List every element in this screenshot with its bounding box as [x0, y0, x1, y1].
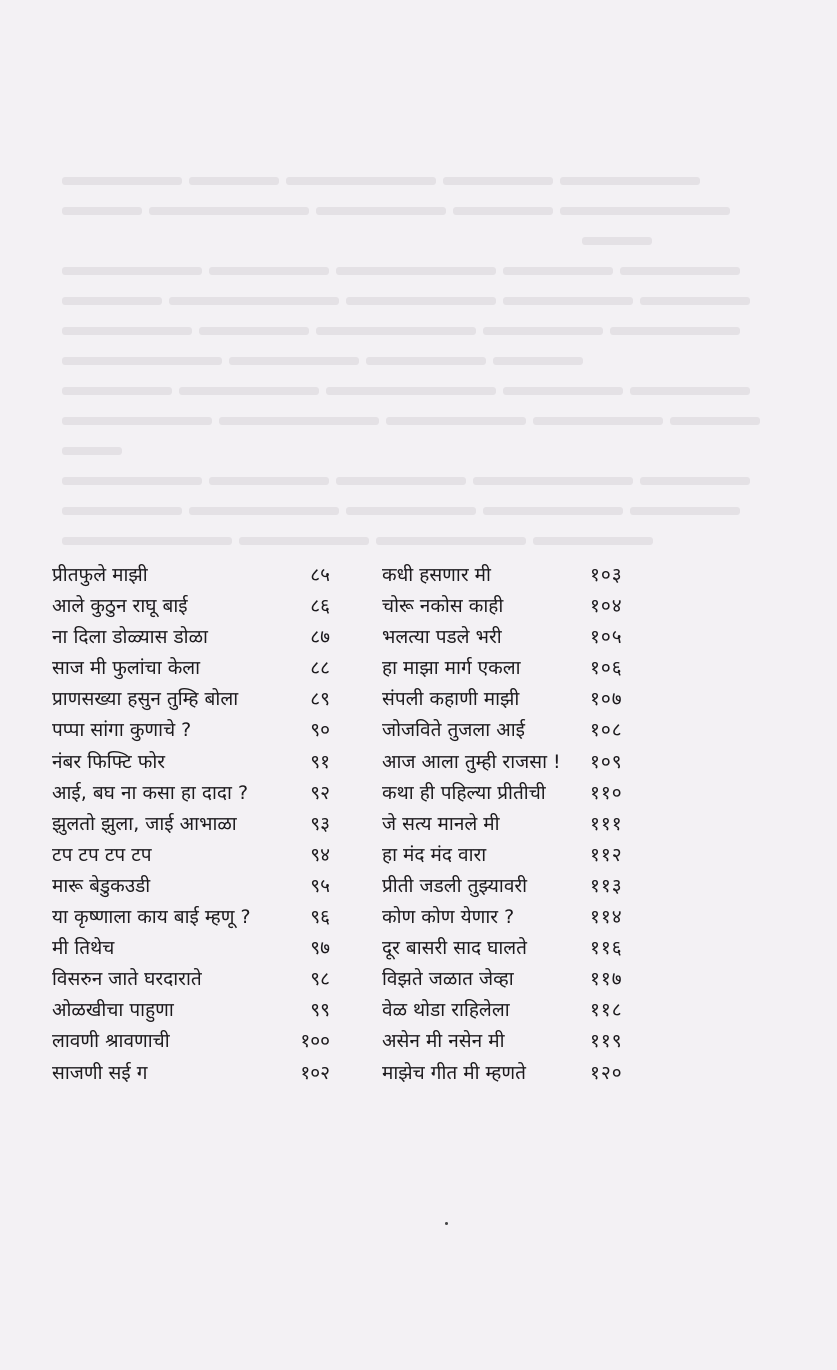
toc-row: [52, 560, 702, 591]
toc-page-right: ११३: [590, 874, 623, 897]
toc-page-left: ८७: [310, 626, 330, 649]
toc-page-right: १०४: [590, 595, 623, 618]
toc-page-right: १११: [590, 812, 623, 835]
toc-page-right: ११८: [590, 999, 623, 1022]
toc-page-right: १०७: [590, 688, 623, 711]
toc-title-right: कथा ही पहिल्या प्रीतीची: [382, 781, 546, 804]
toc-title-left: या कृष्णाला काय बाई म्हणू ?: [52, 906, 251, 929]
toc-title-left: प्रीतफुले माझी: [52, 564, 148, 586]
toc-title-left: मारू बेडुकउडी: [52, 874, 151, 897]
toc-row: [52, 1026, 702, 1057]
toc-row: [52, 995, 702, 1026]
toc-page-right: ११२: [590, 843, 623, 866]
toc-page-right: ११०: [590, 781, 623, 804]
toc-row: [52, 653, 702, 684]
toc-page-right: १०३: [590, 564, 623, 586]
toc-page-left: ९२: [310, 781, 330, 804]
toc-row: [52, 933, 702, 964]
toc-title-right: हा मंद मंद वारा: [382, 843, 487, 866]
toc-row: [52, 840, 702, 871]
toc-page-right: १२०: [590, 1061, 623, 1084]
toc-title-right: विझते जळात जेव्हा: [382, 968, 514, 991]
toc-title-left: प्राणसख्या हसुन तुम्हि बोला: [52, 688, 239, 711]
toc-title-right: कधी हसणार मी: [382, 564, 491, 586]
toc-page-right: ११६: [590, 937, 623, 960]
toc-title-right: भलत्या पडले भरी: [382, 626, 502, 649]
toc-title-left: पप्पा सांगा कुणाचे ?: [52, 719, 192, 742]
toc-page-left: ९३: [310, 812, 330, 835]
toc-page-right: १०५: [590, 626, 623, 649]
toc-title-left: ओळखीचा पाहुणा: [52, 999, 174, 1022]
toc-page-right: १०६: [590, 657, 623, 680]
toc-title-left: नंबर फिफ्टि फोर: [52, 750, 166, 773]
toc-page-left: ८६: [310, 595, 330, 618]
toc-title-left: आले कुठुन राघू बाई: [52, 595, 188, 618]
toc-title-right: वेळ थोडा राहिलेला: [382, 999, 510, 1022]
toc-row: [52, 809, 702, 840]
toc-title-right: संपली कहाणी माझी: [382, 688, 520, 711]
toc-page-left: ९७: [310, 937, 330, 960]
toc-title-right: प्रीती जडली तुझ्यावरी: [382, 874, 528, 897]
table-of-contents: [52, 560, 702, 1089]
toc-title-right: असेन मी नसेन मी: [382, 1030, 505, 1053]
toc-page-left: ८५: [310, 564, 330, 586]
toc-page-left: ९९: [310, 999, 330, 1022]
toc-title-left: विसरुन जाते घरदाराते: [52, 968, 202, 991]
toc-page-left: ९५: [310, 874, 330, 897]
toc-title-left: आई, बघ ना कसा हा दादा ?: [52, 781, 249, 804]
toc-title-left: मी तिथेच: [52, 937, 115, 960]
toc-title-right: चोरू नकोस काही: [382, 595, 504, 618]
toc-row: [52, 747, 702, 778]
toc-page-left: ९६: [310, 906, 330, 929]
toc-row: [52, 715, 702, 746]
toc-row: [52, 684, 702, 715]
toc-page-left: ८८: [310, 657, 330, 680]
toc-page-right: ११९: [590, 1030, 623, 1053]
toc-row: [52, 622, 702, 653]
toc-page-left: १०२: [300, 1061, 330, 1084]
toc-page-right: १०८: [590, 719, 623, 742]
toc-row: [52, 1058, 702, 1089]
toc-page-left: ८९: [310, 688, 330, 711]
ink-speck: [445, 1222, 448, 1225]
show-through-text: [62, 165, 777, 555]
toc-title-right: जोजविते तुजला आई: [382, 719, 525, 742]
toc-row: [52, 591, 702, 622]
toc-page-right: ११४: [590, 906, 623, 929]
toc-page-right: ११७: [590, 968, 623, 991]
toc-title-right: हा माझा मार्ग एकला: [382, 657, 521, 680]
toc-title-right: कोण कोण येणार ?: [382, 906, 515, 929]
toc-title-left: लावणी श्रावणाची: [52, 1030, 170, 1053]
toc-title-left: ना दिला डोळ्यास डोळा: [52, 626, 208, 649]
toc-row: [52, 871, 702, 902]
toc-page-left: ९०: [310, 719, 330, 742]
toc-title-right: माझेच गीत मी म्हणते: [382, 1061, 526, 1084]
toc-row: [52, 778, 702, 809]
toc-title-left: झुलतो झुला, जाई आभाळा: [52, 812, 237, 835]
toc-page-left: ९१: [310, 750, 330, 773]
toc-page-left: १००: [300, 1030, 330, 1053]
toc-title-right: जे सत्य मानले मी: [382, 812, 500, 835]
toc-title-left: टप टप टप टप: [52, 843, 152, 866]
toc-page-left: ९४: [310, 843, 330, 866]
toc-title-right: आज आला तुम्ही राजसा !: [382, 750, 561, 773]
toc-title-right: दूर बासरी साद घालते: [382, 937, 528, 960]
toc-page-left: ९८: [310, 968, 330, 991]
toc-page-right: १०९: [590, 750, 623, 773]
toc-row: [52, 964, 702, 995]
toc-title-left: साजणी सई ग: [52, 1061, 148, 1084]
toc-row: [52, 902, 702, 933]
toc-title-left: साज मी फुलांचा केला: [52, 657, 201, 680]
